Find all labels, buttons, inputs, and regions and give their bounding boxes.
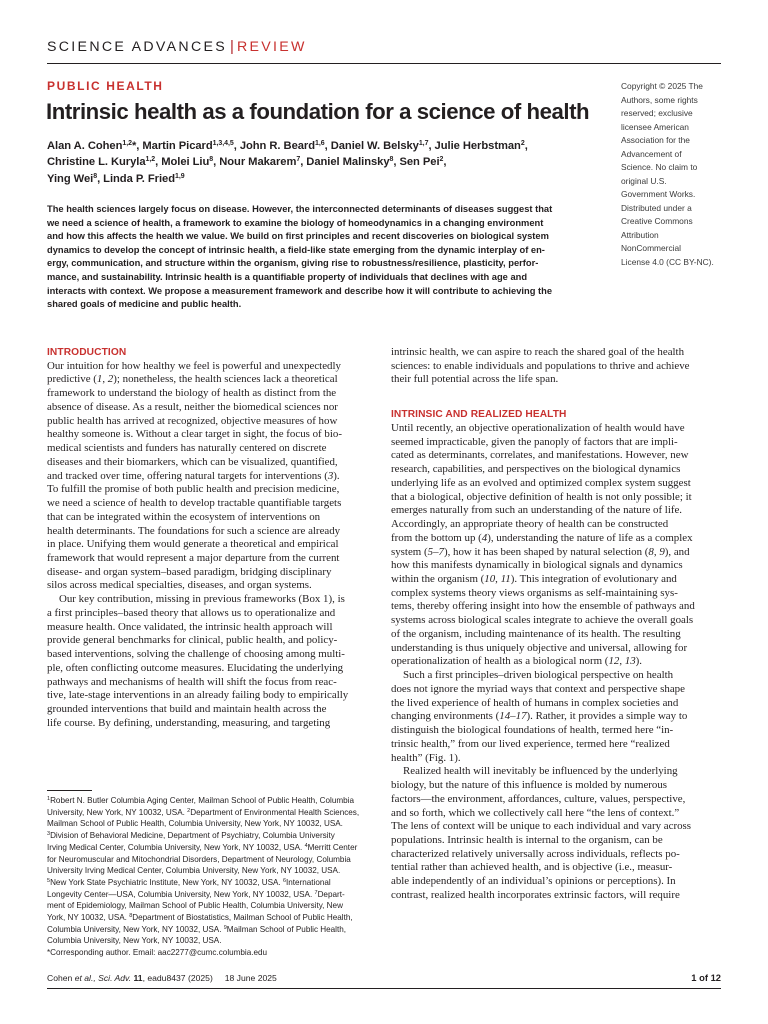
author-list (47, 138, 607, 187)
paragraph (391, 669, 723, 765)
section-heading-introduction: INTRODUCTION (47, 347, 127, 358)
text-line: mance, and sustainability. Intrinsic health is a quantifiable property of individuals that declines with age and (47, 271, 528, 282)
text-line: Our key contribution, missing in previous frameworks (Box 1), is (59, 593, 345, 606)
text-line: licensee American (621, 121, 689, 132)
text-line: Accordingly, an appropriate theory of health can be constructed (391, 518, 669, 531)
text-line: operationalization of health as a biological norm (12, 13). (391, 655, 643, 668)
text-line: predictive (1, 2); nonetheless, the health sciences lack a theoretical (47, 373, 338, 386)
text-line: biology, but the nature of this influence is molded by numerous (391, 779, 668, 792)
text-line: Irving Medical Center, Columbia University, New York, NY 10032, USA. $^4$Merritt Center (47, 842, 358, 852)
text-line: Alan A. Cohen$^{1,2}$*, Martin Picard$^{1,3,4,5}$, John R. Beard$^{1,6}$, Daniel W. Belsky$^{1,7}$, Julie Herbstman$^2$, (47, 140, 528, 152)
text-line: Government Works. (621, 189, 696, 199)
text-line: public health has arrived at recognized, objective measures of how (47, 414, 338, 427)
text-line: emerges naturally from such an understanding of the nature of life. (391, 504, 683, 517)
abstract (47, 203, 608, 312)
text-line: NonCommercial (621, 243, 682, 253)
text-line: and how this affects the health we value. We build on first principles and recent discoveries on biological system (47, 231, 549, 242)
text-line: Attribution (621, 229, 659, 240)
text-line: Authors, some rights (621, 94, 698, 105)
text-line: York, NY 10032, USA. $^8$Department of Biostatistics, Mailman School of Public Health, (47, 913, 353, 923)
text-line: populations. Intrinsic health is internal to the organism, can be (391, 833, 663, 846)
text-line: tential rather than achieved health, and is objective (i.e., measur- (391, 861, 673, 874)
text-line: Creative Commons (621, 216, 693, 226)
text-line: changing environments (14–17). Rather, it provides a simple way to (391, 710, 688, 723)
text-line: *Corresponding author. Email: aac2277@cumc.columbia.edu (47, 948, 268, 958)
text-line: factors—the environment, affordances, culture, values, perspective, (391, 792, 686, 805)
text-line: we need a science of health to develop tractable quantifiable targets (47, 497, 342, 510)
text-line: original U.S. (621, 175, 667, 186)
text-line: $^1$Robert N. Butler Columbia Aging Center, Mailman School of Public Health, Columbia (47, 796, 354, 805)
paragraph (47, 593, 377, 730)
text-line: cated as determinants, correlates, and manifestations. However, new (391, 449, 689, 462)
paragraph (391, 346, 723, 387)
text-line: that can be integrated within the ecosystem of interventions on (47, 510, 321, 523)
article-type: REVIEW (236, 39, 307, 55)
text-line: systems across biological scales integrate to achieve the overall goals (391, 614, 694, 627)
text-line: provide general benchmarks for clinical, public health, and policy- (47, 634, 338, 647)
subject-category: PUBLIC HEALTH (47, 79, 164, 93)
body-column-right (391, 346, 723, 903)
text-line: Such a first principles–driven biological perspective on health (403, 669, 674, 682)
text-line: distinguish the biological foundations of health, termed here “in- (391, 724, 674, 737)
text-line: health” (Fig. 1). (391, 751, 461, 764)
text-line: their full potential across the life span. (391, 373, 559, 386)
text-line: characterized relatively universally across individuals, reflects po- (391, 847, 680, 860)
text-line: disease- and organ system–based paradigm, bridging disciplinary (47, 565, 332, 578)
journal-header (47, 38, 307, 55)
text-line: how this manifests dynamically in biological signals and dynamics (391, 559, 683, 572)
section-heading-intrinsic-realized: INTRINSIC AND REALIZED HEALTH (391, 409, 567, 421)
text-line: Ying Wei$^8$, Linda P. Fried$^{1,9}$ (47, 172, 185, 185)
text-line: intrinsic health, we can aspire to reach the shared goal of the health (391, 346, 685, 358)
footer-rule (47, 988, 721, 989)
text-line: we need a science of health, a framework to examine the biology of homeodynamics in a changing environment (47, 217, 544, 228)
text-line: does not ignore the myriad ways that context and perspective shape (391, 682, 685, 695)
text-line: Christine L. Kuryla$^{1,2}$, Molei Liu$^8$, Nour Makarem$^7$, Daniel Malinsky$^8$, Sen Pei$^2$, (47, 156, 447, 169)
page-number: 1 of 12 (691, 972, 721, 983)
text-line: ment of Epidemiology, Mailman School of Public Health, Columbia University, New (47, 901, 343, 911)
text-line: absence of disease. As a result, neither the biomedical sciences nor (47, 400, 338, 413)
text-line: Association for the (621, 135, 690, 145)
text-line: a first principles–based theory that allows us to operationalize and (47, 606, 336, 619)
text-line: ergy, communication, and structure within the organism, giving rise to robustness/resilience, plasticity, perfor- (47, 258, 539, 269)
text-line: tive, late-stage interventions in an already failing body to empirically (47, 689, 349, 702)
text-line: Copyright © 2025 The (621, 81, 703, 91)
text-line: $^3$Division of Behavioral Medicine, Department of Psychiatry, Columbia University (47, 831, 335, 841)
text-line: based interventions, solving the challenge of choosing among multi- (47, 648, 345, 661)
text-line: the lived experience of health of humans in complex societies and (391, 696, 679, 709)
header-rule (47, 63, 721, 64)
text-line: The health sciences largely focus on disease. However, the interconnected determinants of diseases suggest that (47, 204, 553, 214)
text-line: research, capabilities, and perspectives on the biological dynamics (391, 463, 681, 476)
text-line: measure health. Once validated, the intrinsic health approach will (47, 620, 333, 633)
text-line: Advancement of (621, 148, 682, 159)
text-line: Mailman School of Public Health, Columbia University, New York, NY 10032, USA. (47, 819, 343, 829)
text-line: The lens of context will be unique to each individual and vary across (391, 820, 692, 833)
text-line: Realized health will inevitably be influenced by the underlying (403, 765, 678, 778)
text-line: and tracked over time, offering natural targets for interventions (3). (47, 469, 340, 482)
text-line: reserved; exclusive (621, 108, 693, 118)
text-line: able independently of an individual’s opinions or perceptions). In (391, 875, 676, 888)
text-line: Science. No claim to (621, 162, 698, 172)
text-line: Distributed under a (621, 202, 692, 213)
text-line: health determinants. The foundations for such a science are already (47, 524, 341, 537)
text-line: tems, thereby offering insight into how the ensemble of pathways and (391, 600, 695, 613)
text-line: in place. Unifying them would generate a theoretical and empirical (47, 538, 339, 551)
text-line: understanding is thus uniquely objective and universal, allowing for (391, 641, 688, 654)
text-line: $^5$New York State Psychiatric Institute, New York, NY 10032, USA. $^6$International (47, 877, 331, 887)
text-line: framework that would represent a major departure from the current (47, 552, 340, 565)
text-line: Columbia University, New York, NY 10032, USA. $^9$Mailman School of Public Health, (47, 924, 347, 934)
footnote-rule (47, 790, 92, 791)
text-line: Columbia University, New York, NY 10032, USA. (47, 936, 222, 946)
text-line: University Irving Medical Center, Columbia University, New York, NY 10032, USA. (47, 866, 341, 876)
text-line: complex systems theory views organisms as self-maintaining sys- (391, 586, 678, 599)
text-line: Longevity Center—USA, Columbia University, New York, NY 10032, USA. $^7$Depart- (47, 889, 345, 899)
text-line: diseases and their biomarkers, which can be visualized, quantified, (47, 455, 338, 468)
text-line: medical scientists and funders has naturally centered on discrete (47, 442, 327, 455)
paragraph (391, 765, 723, 902)
paragraph (47, 360, 377, 593)
copyright-notice (621, 80, 731, 269)
text-line: shared goals of medicine and public health. (47, 299, 242, 310)
text-line: underlying life as an evolved and optimized complex system suggest (391, 476, 691, 489)
text-line: pathways and mechanisms of health will shift the focus from reac- (47, 675, 337, 688)
text-line: University, New York, NY 10032, USA. $^2$Department of Environmental Health Sciences, (47, 807, 360, 817)
article-title: Intrinsic health as a foundation for a science of health (46, 99, 590, 124)
journal-name: SCIENCE ADVANCES (47, 39, 228, 55)
text-line: for Neuromuscular and Mitochondrial Disorders, Department of Neurology, Columbia (47, 854, 351, 864)
text-line: To fulfill the promise of both public health and precision medicine, (47, 483, 340, 496)
text-line: that a biological, objective definition of health is not only possible; it (391, 490, 692, 503)
text-line: ple, often conflicting outcome measures. Elucidating the underlying (47, 661, 344, 674)
text-line: from the bottom up (4), understanding the nature of life as a complex (391, 531, 693, 544)
affiliations-footnotes (47, 795, 382, 959)
text-line: License 4.0 (CC BY-NC). (621, 256, 714, 267)
footer-citation: Cohen et al., Sci. Adv. 11, eadu8437 (2025) 18 June 2025 (47, 973, 277, 983)
text-line: framework to understand the biology of health as distinct from the (47, 387, 337, 400)
body-column-left (47, 346, 377, 731)
text-line: within the organism (10, 11). This integration of evolutionary and (391, 573, 677, 586)
text-line: sciences: to enable individuals and populations to thrive and achieve (391, 359, 690, 372)
text-line: Our intuition for how healthy we feel is powerful and unexpectedly (47, 359, 341, 372)
text-line: interacts with context. We propose a measurement framework and describe how it will contribute to achieving the (47, 285, 553, 296)
text-line: silos across medical specialties, diseases, and organ systems. (47, 579, 312, 592)
text-line: healthy someone is. Without a clear target in sight, the focus of bio- (47, 428, 342, 441)
text-line: life course. By defining, understanding, measuring, and targeting (47, 716, 331, 729)
text-line: system (5–7), how it has been shaped by natural selection (8, 9), and (391, 545, 690, 558)
text-line: seemed impracticable, given the panoply of factors that are impli- (391, 435, 678, 448)
text-line: of the organism, including maintenance of its health. The resulting (391, 627, 681, 640)
text-line: grounded interventions that build and maintain health across the (47, 703, 327, 716)
text-line: dynamics to develop the concept of intrinsic health, a field-like state emerging from the dynamic interplay of en- (47, 244, 545, 255)
paragraph (391, 422, 723, 669)
header-separator: | (230, 38, 234, 55)
text-line: contrast, realized health incorporates extrinsic factors, will require (391, 888, 680, 901)
text-line: trinsic health,” from our lived experience, termed here “realized (391, 737, 670, 750)
text-line: Until recently, an objective operationalization of health would have (391, 421, 685, 434)
text-line: and so forth, which we collectively call here “the lens of context.” (391, 806, 680, 819)
